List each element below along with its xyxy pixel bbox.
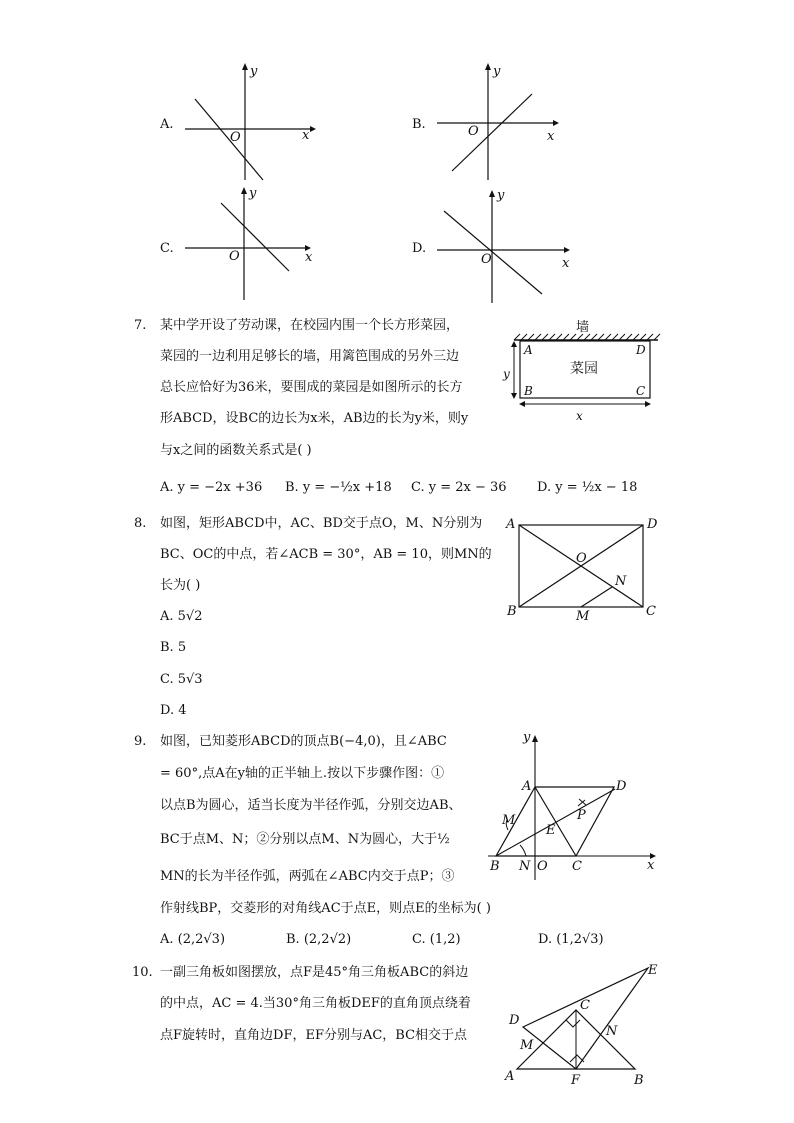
q10-line-3: 点F旋转时，直角边DF，EF分别与AC，BC相交于点 [160, 1028, 468, 1043]
option-a-axis-x: x [302, 128, 310, 143]
q9-option-a[interactable]: A. (2,2√3) [160, 932, 226, 947]
option-a-axis-y: y [250, 64, 258, 79]
q10-point-c: C [580, 998, 590, 1013]
q7-line-1: 某中学开设了劳动课，在校园内围一个长方形菜园， [160, 318, 460, 333]
q9-point-n: N [519, 859, 531, 874]
q8-number: 8. [134, 516, 147, 531]
option-c-origin: O [229, 249, 240, 264]
q9-option-b[interactable]: B. (2,2√2) [286, 932, 352, 947]
q10-line-2: 的中点，AC = 4.当30°角三角板DEF的直角顶点绕着 [160, 996, 471, 1011]
option-d-label: D. [412, 241, 427, 256]
q7-dim-y: y [503, 367, 510, 381]
q10-line-1: 一副三角板如图摆放，点F是45°角三角板ABC的斜边 [160, 965, 469, 980]
q7-point-a: A [524, 343, 533, 357]
q8-option-b[interactable]: B. 5 [160, 640, 187, 655]
q9-option-d[interactable]: D. (1,2√3) [538, 932, 604, 947]
q8-point-m: M [576, 609, 590, 624]
q9-line-5: MN的长为半径作弧，两弧在∠ABC内交于点P；③ [160, 869, 455, 884]
option-c-axis-x: x [305, 250, 313, 265]
q9-point-m: M [502, 813, 516, 828]
q9-line-2: = 60°,点A在y轴的正半轴上.按以下步骤作图：① [160, 766, 445, 781]
q10-point-a: A [505, 1069, 515, 1084]
option-c-label: C. [160, 241, 174, 256]
q9-point-p: P [577, 808, 586, 823]
option-a-label: A. [160, 117, 174, 132]
q9-axis-x: x [647, 858, 655, 873]
q7-dim-x: x [576, 409, 583, 423]
option-d-origin: O [481, 252, 492, 267]
q7-line-5: 与x之间的函数关系式是( ) [160, 443, 312, 458]
q9-point-b: B [490, 859, 500, 874]
q8-line-2: BC、OC的中点，若∠ACB = 30°，AB = 10，则MN的 [160, 547, 492, 562]
q7-point-b: B [524, 384, 533, 398]
q8-point-o: O [576, 551, 587, 566]
q8-point-d: D [647, 517, 658, 532]
q7-option-a[interactable]: A. y = −2x +36 [160, 480, 263, 495]
q10-point-f: F [571, 1073, 581, 1088]
q9-line-6: 作射线BP，交菱形的对角线AC于点E，则点E的坐标为( ) [160, 901, 491, 916]
q7-option-d[interactable]: D. y = ½x − 18 [537, 480, 638, 495]
q8-line-3: 长为( ) [160, 578, 201, 593]
q9-line-3: 以点B为圆心，适当长度为半径作弧，分别交边AB、 [160, 798, 462, 813]
q7-option-c[interactable]: C. y = 2x − 36 [411, 480, 507, 495]
option-b-axis-y: y [493, 64, 501, 79]
option-b-label: B. [412, 117, 426, 132]
option-b-origin: O [468, 124, 479, 139]
option-b-axis-x: x [547, 129, 555, 144]
q7-option-b[interactable]: B. y = −½x +18 [285, 480, 392, 495]
q9-option-c[interactable]: C. (1,2) [412, 932, 461, 947]
q8-point-b: B [507, 604, 517, 619]
q8-option-c[interactable]: C. 5√3 [160, 672, 203, 687]
q9-number: 9. [134, 734, 147, 749]
option-d-axis-y: y [497, 188, 505, 203]
q10-point-m: M [520, 1038, 534, 1053]
q10-point-e: E [648, 963, 658, 978]
q7-point-d: D [636, 343, 646, 357]
q7-line-3: 总长应恰好为36米，要围成的菜园是如图所示的长方 [160, 380, 463, 395]
q8-point-c: C [646, 604, 656, 619]
q10-point-b: B [634, 1073, 644, 1088]
q9-point-d: D [616, 779, 627, 794]
q8-line-1: 如图，矩形ABCD中，AC、BD交于点O，M、N分别为 [160, 516, 483, 531]
q7-point-c: C [636, 384, 646, 398]
q9-point-e: E [546, 823, 556, 838]
q7-garden-label: 菜园 [570, 361, 598, 377]
q7-wall-label: 墙 [576, 320, 590, 335]
q9-point-o: O [537, 859, 548, 874]
q8-point-n: N [615, 574, 627, 589]
q7-number: 7. [134, 318, 147, 333]
q9-line-4: BC于点M、N；②分别以点M、N为圆心，大于½ [160, 832, 450, 847]
q9-line-1: 如图，已知菱形ABCD的顶点B(−4,0)，且∠ABC [160, 734, 447, 749]
q10-number: 10. [132, 965, 153, 980]
q7-line-4: 形ABCD，设BC的边长为x米，AB边的长为y米，则y [160, 411, 469, 426]
q8-point-a: A [506, 517, 516, 532]
option-c-axis-y: y [249, 186, 257, 201]
q8-option-a[interactable]: A. 5√2 [160, 609, 203, 624]
q10-point-d: D [509, 1013, 520, 1028]
q7-line-2: 菜园的一边利用足够长的墙，用篱笆围成的另外三边 [160, 349, 460, 364]
q10-point-n: N [606, 1024, 618, 1039]
q9-point-a: A [522, 779, 532, 794]
option-d-axis-x: x [562, 256, 570, 271]
q9-axis-y: y [523, 730, 531, 745]
option-a-origin: O [230, 130, 241, 145]
q8-option-d[interactable]: D. 4 [160, 703, 187, 718]
q9-point-c: C [572, 859, 582, 874]
